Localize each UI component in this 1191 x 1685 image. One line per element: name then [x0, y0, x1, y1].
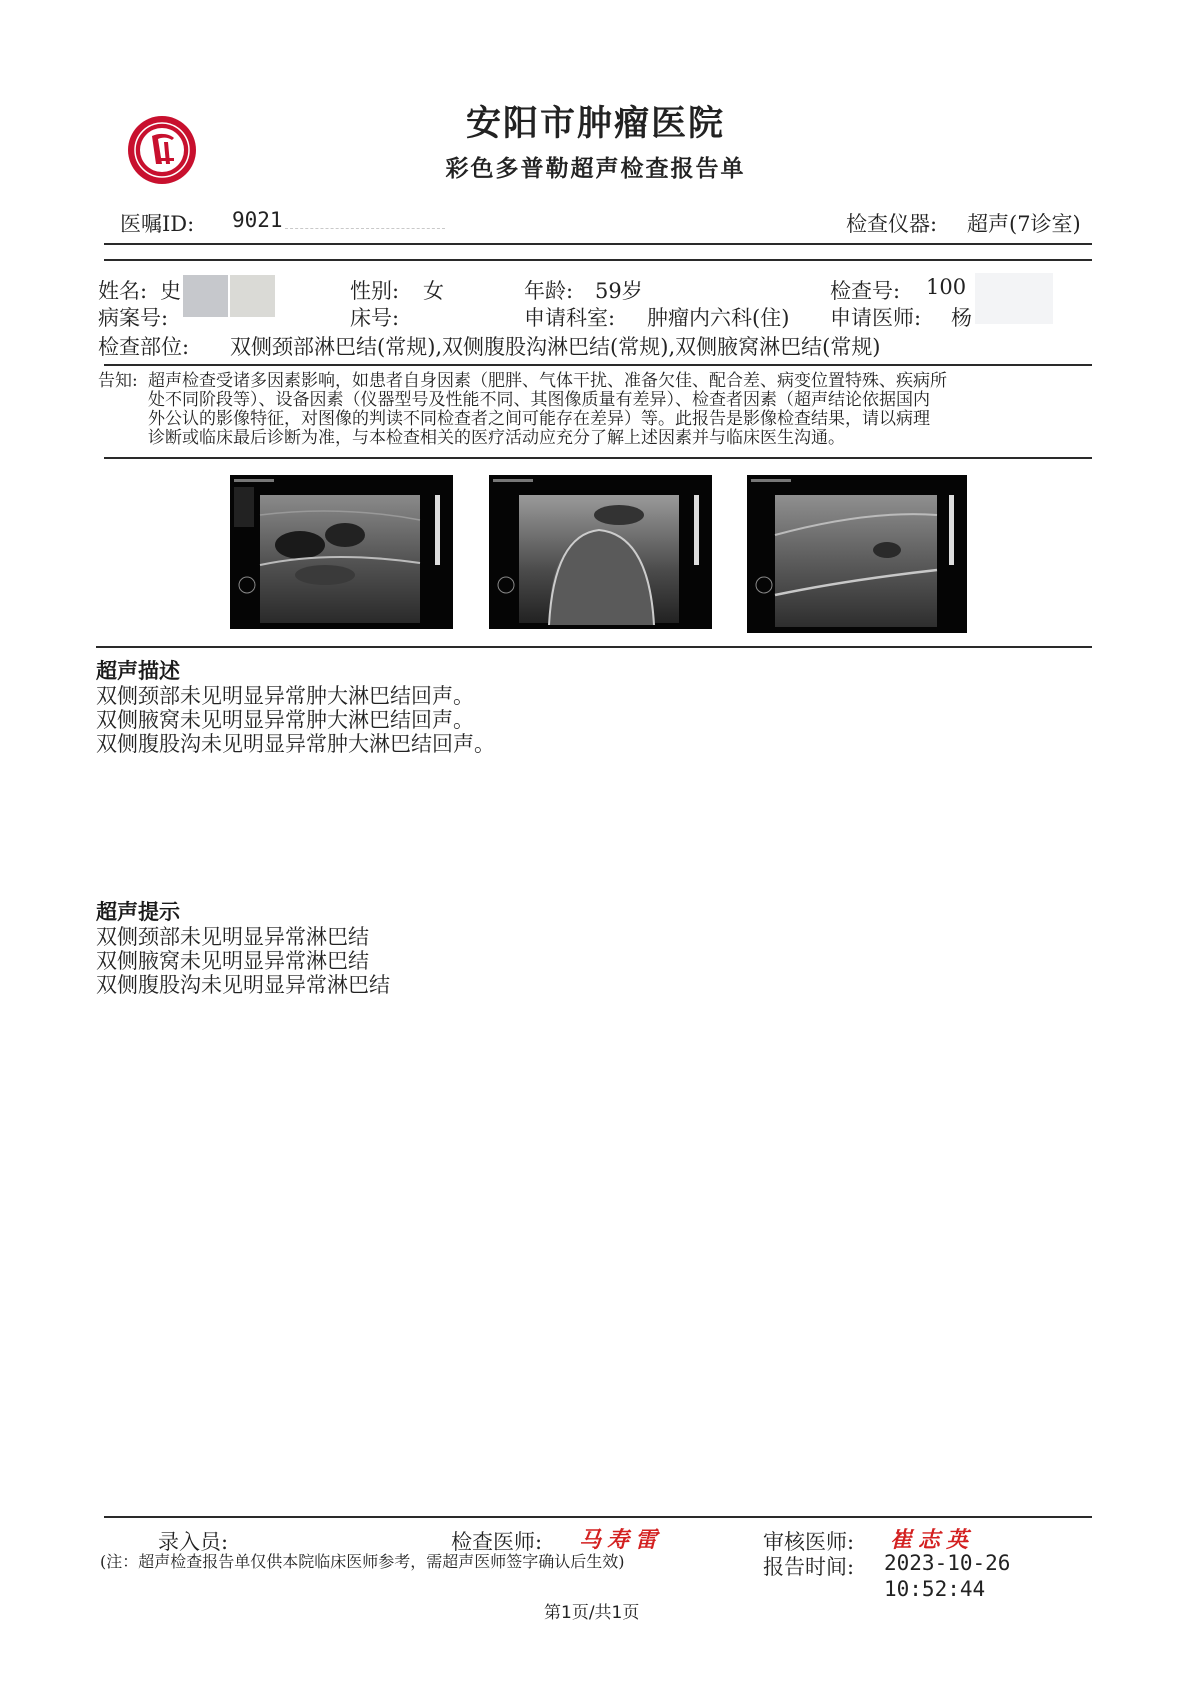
name-value: 史 [160, 279, 181, 303]
description-line: 双侧腋窝未见明显异常肿大淋巴结回声。 [96, 708, 474, 732]
conclusion-line: 双侧腋窝未见明显异常淋巴结 [96, 949, 369, 973]
hospital-name: 安阳市肿瘤医院 [465, 103, 725, 144]
divider-top [104, 243, 1092, 245]
instrument-value: 超声(7诊室) [967, 212, 1081, 236]
exam-no-value: 100 [926, 275, 967, 299]
notice-line: 超声检查受诸多因素影响，如患者自身因素（肥胖、气体干扰、准备欠佳、配合差、病变位置特殊、疾病所 [148, 371, 947, 391]
ultrasound-image-1 [230, 475, 453, 629]
report-date: 2023-10-26 [884, 1551, 1011, 1575]
order-id-label: 医嘱ID: [120, 212, 195, 236]
site-label: 检查部位: [98, 335, 190, 359]
ultrasound-image-3 [747, 475, 967, 633]
exam-no-label: 检查号: [830, 279, 901, 303]
conclusion-line: 双侧颈部未见明显异常淋巴结 [96, 925, 369, 949]
name-redacted-a [183, 275, 228, 317]
gender-value: 女 [423, 279, 444, 303]
doctor-redacted [975, 302, 1053, 324]
report-title: 彩色多普勒超声检查报告单 [445, 155, 746, 182]
reviewer-signature: 崔志英 [890, 1527, 975, 1553]
divider-images [104, 457, 1092, 459]
notice-head: 告知: [98, 371, 138, 391]
doctor-value: 杨 [951, 306, 972, 330]
gender-label: 性别: [350, 279, 400, 303]
footer-note: (注：超声检查报告单仅供本院临床医师参考，需超声医师签字确认后生效) [100, 1552, 625, 1571]
bed-label: 床号: [350, 306, 400, 330]
notice-line: 处不同阶段等）、设备因素（仪器型号及性能不同、其图像质量有差异）、检查者因素（超声结论依据国内 [148, 390, 930, 410]
report-time: 10:52:44 [884, 1577, 986, 1601]
divider-footer [104, 1516, 1092, 1518]
examiner-signature: 马寿雷 [579, 1527, 664, 1553]
dept-label: 申请科室: [524, 306, 616, 330]
name-redacted-b [230, 275, 275, 317]
notice-line: 外公认的影像特征，对图像的判读不同检查者之间可能存在差异）等。此报告是影像检查结果，请以病理 [148, 409, 930, 429]
report-time-label: 报告时间: [763, 1555, 855, 1579]
reviewer-label: 审核医师: [763, 1530, 855, 1554]
description-line: 双侧颈部未见明显异常肿大淋巴结回声。 [96, 684, 474, 708]
recorder-label: 录入员: [158, 1530, 229, 1554]
age-value: 59岁 [595, 279, 643, 303]
conclusion-line: 双侧腹股沟未见明显异常淋巴结 [96, 973, 390, 997]
notice-line: 诊断或临床最后诊断为准，与本检查相关的医疗活动应充分了解上述因素并与临床医生沟通。 [148, 428, 845, 448]
examiner-label: 检查医师: [451, 1530, 543, 1554]
site-value: 双侧颈部淋巴结(常规),双侧腹股沟淋巴结(常规),双侧腋窝淋巴结(常规) [230, 335, 881, 359]
page-indicator: 第1页/共1页 [544, 1603, 640, 1623]
description-line: 双侧腹股沟未见明显异常肿大淋巴结回声。 [96, 732, 495, 756]
divider-top-2 [104, 259, 1092, 261]
doctor-label: 申请医师: [830, 306, 922, 330]
order-id-value: 9021 [232, 208, 283, 232]
order-id-redacted [285, 226, 445, 229]
divider-notice [104, 364, 1092, 366]
age-label: 年龄: [524, 279, 574, 303]
instrument-label: 检查仪器: [846, 212, 938, 236]
record-no-label: 病案号: [98, 306, 169, 330]
dept-value: 肿瘤内六科(住) [647, 306, 790, 330]
divider-description [96, 646, 1092, 648]
description-title: 超声描述 [96, 658, 180, 683]
name-label: 姓名: [98, 279, 148, 303]
ultrasound-image-2 [489, 475, 712, 629]
conclusion-title: 超声提示 [96, 899, 180, 924]
